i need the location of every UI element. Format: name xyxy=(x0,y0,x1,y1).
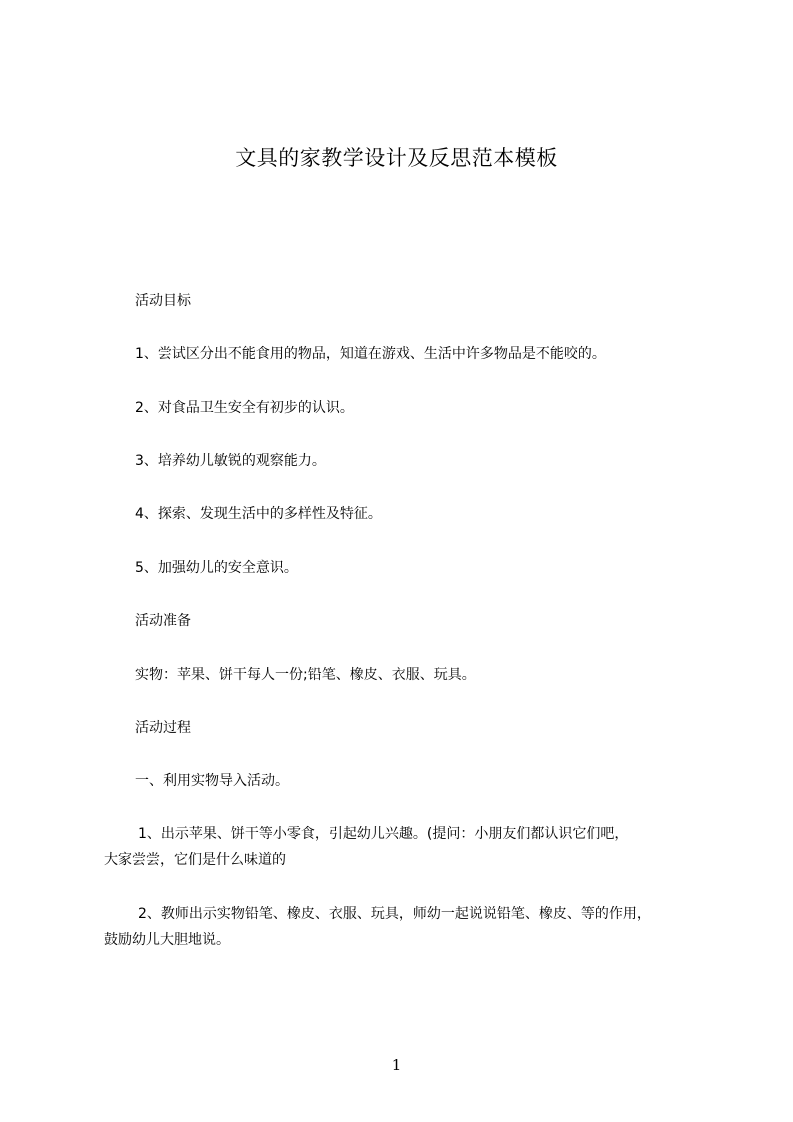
paragraph-2-first-line: 2、教师出示实物铅笔、橡皮、衣服、玩具，师幼一起说说铅笔、橡皮、等的作用， xyxy=(138,906,651,922)
goal-item-5: 5、加强幼儿的安全意识。 xyxy=(135,560,298,576)
paragraph-1-first-line: 1、出示苹果、饼干等小零食，引起幼儿兴趣。(提问：小朋友们都认识它们吧， xyxy=(138,826,629,842)
process-paragraph-1 xyxy=(104,821,734,873)
goal-item-3: 3、培养幼儿敏锐的观察能力。 xyxy=(135,453,326,469)
section-heading-preparation: 活动准备 xyxy=(135,613,191,629)
section-heading-process: 活动过程 xyxy=(135,720,191,736)
paragraph-2-continuation: 鼓励幼儿大胆地说。 xyxy=(104,932,230,948)
document-title: 文具的家教学设计及反思范本模板 xyxy=(235,146,558,170)
process-paragraph-2 xyxy=(104,901,734,953)
paragraph-1-continuation: 大家尝尝，它们是什么味道的 xyxy=(104,852,286,868)
page-number: 1 xyxy=(391,1056,402,1074)
goal-item-4: 4、探索、发现生活中的多样性及特征。 xyxy=(135,506,382,522)
section-heading-goals: 活动目标 xyxy=(135,293,191,309)
goal-item-1: 1、尝试区分出不能食用的物品，知道在游戏、生活中许多物品是不能咬的。 xyxy=(135,346,606,362)
goal-item-2: 2、对食品卫生安全有初步的认识。 xyxy=(135,400,354,416)
preparation-text: 实物：苹果、饼干每人一份;铅笔、橡皮、衣服、玩具。 xyxy=(135,667,476,683)
process-step-heading: 一、利用实物导入活动。 xyxy=(135,773,289,789)
